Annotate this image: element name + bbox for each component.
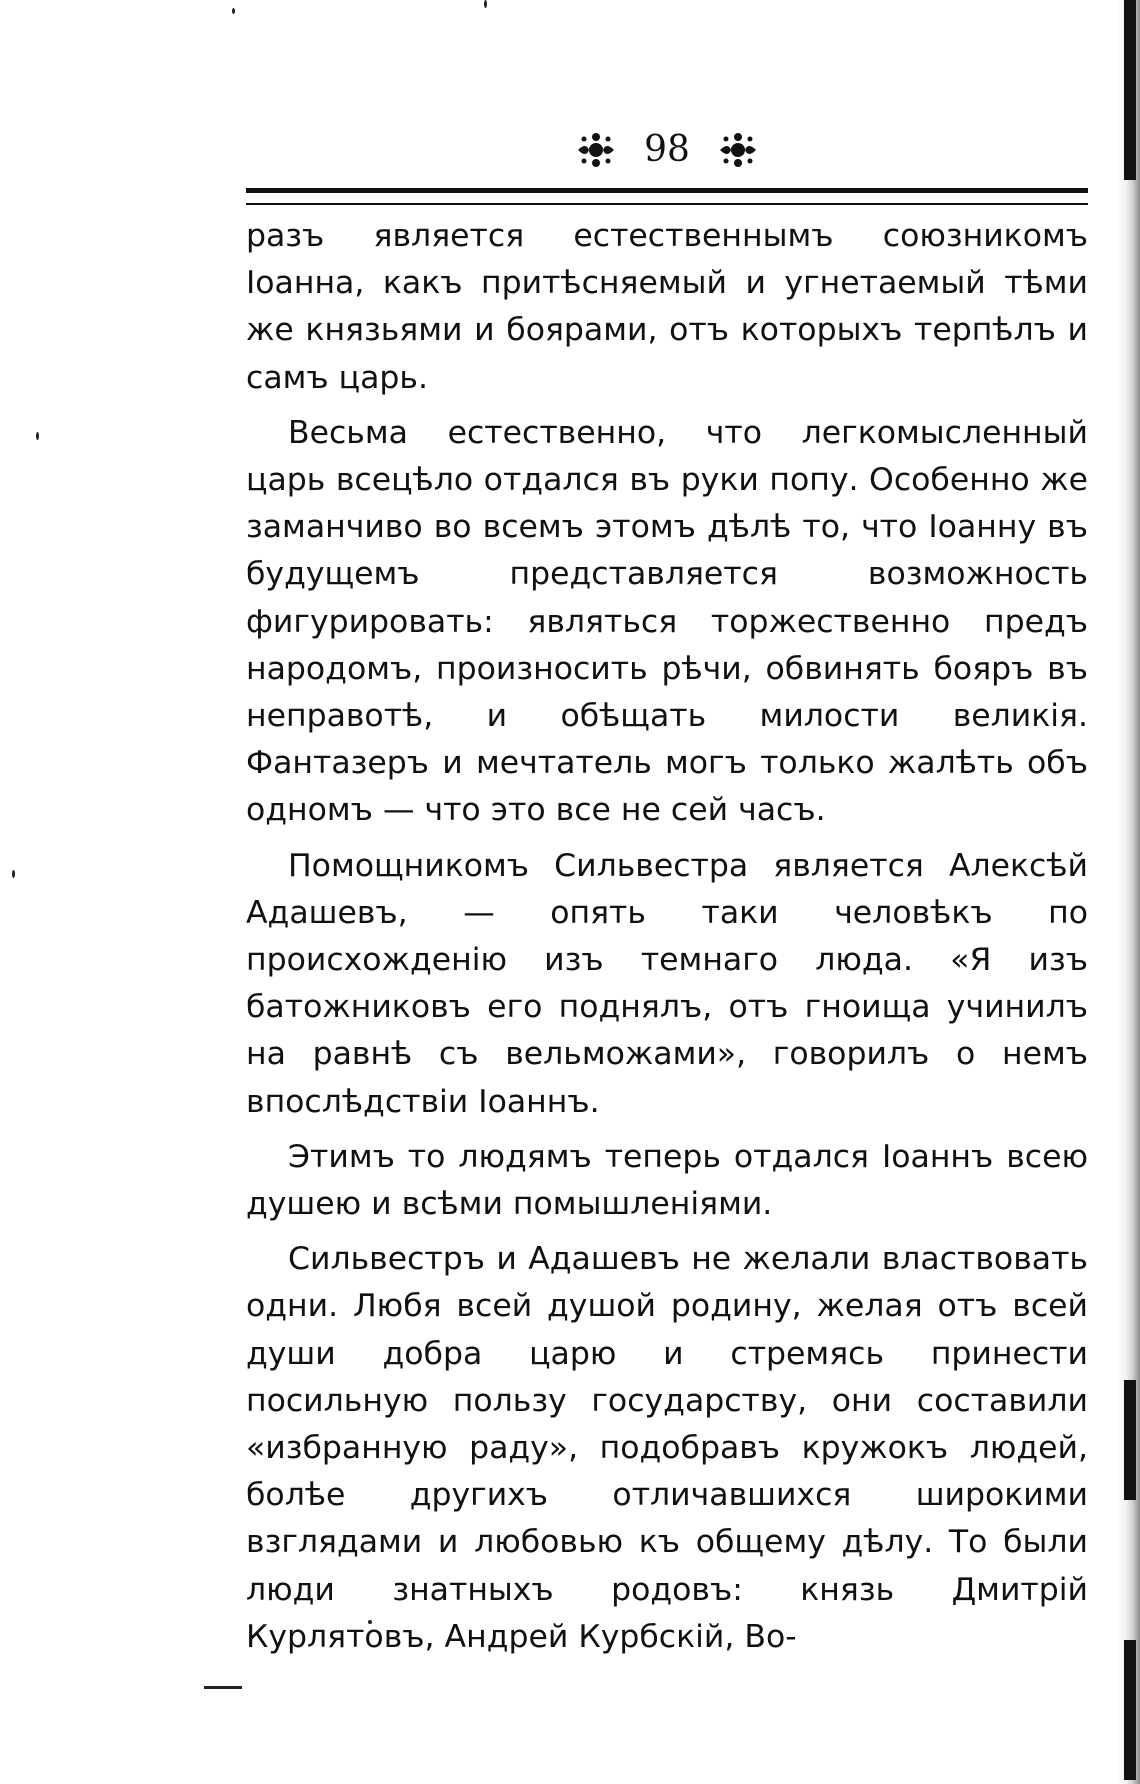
- paragraph: Сильвестръ и Адашевъ не желали властвовать одни. Любя всей душой родину, желая отъ всей души добра царю и стремясь принести посильную пользу государству, они составили «избранную раду», подобравъ кружокъ людей, болѣе другихъ отличавшихся широкими взглядами и любовью къ общему дѣлу. То были люди знатныхъ родовъ: князь Дмитрій Курлятовъ, Андрей Курбскій, Во-: [246, 1241, 1088, 1655]
- scan-edge-mark: [1124, 0, 1136, 180]
- page-number: 98: [644, 129, 690, 170]
- scan-speck: [12, 870, 15, 878]
- page-header: [246, 120, 1088, 180]
- scan-dash: [204, 1686, 242, 1689]
- scan-edge-shadow: [1116, 0, 1140, 1784]
- book-page: [246, 120, 1088, 1661]
- paragraph-continued: разъ является естественнымъ союзникомъ Іоанна, какъ притѣсняемый и угнетаемый тѣми же князьями и боярами, отъ которыхъ терпѣлъ и самъ царь.: [246, 218, 1088, 396]
- scan-speck: [232, 8, 235, 14]
- paragraph: Этимъ то людямъ теперь отдался Іоаннъ всею душею и всѣми помышленіями.: [246, 1138, 1088, 1223]
- scan-speck: [484, 0, 487, 8]
- scan-speck: [36, 432, 39, 440]
- scan-edge-mark: [1124, 1640, 1136, 1780]
- fleuron-right-icon: [716, 130, 760, 170]
- paragraph: Помощникомъ Сильвестра является Алексѣй Адашевъ, — опять таки человѣкъ по происхожденію изъ темнаго люда. «Я изъ батожниковъ его поднялъ, отъ гноища учинилъ на равнѣ съ вельможами», говорилъ о немъ впослѣдствіи Іоаннъ.: [246, 847, 1088, 1120]
- scan-edge-mark: [1124, 1380, 1136, 1500]
- body-text: [246, 213, 1088, 1661]
- fleuron-left-icon: [574, 130, 618, 170]
- header-rule: [246, 188, 1088, 205]
- paragraph: Весьма естественно, что легкомысленный царь всецѣло отдался въ руки попу. Особенно же заманчиво во всемъ этомъ дѣлѣ то, что Іоанну въ будущемъ представляется возможность фигурировать: являться торжественно предъ народомъ, произносить рѣчи, обвинять бояръ въ неправотѣ, и обѣщать милости великія. Фантазеръ и мечтатель могъ только жалѣть объ одномъ — что это все не сей часъ.: [246, 414, 1088, 829]
